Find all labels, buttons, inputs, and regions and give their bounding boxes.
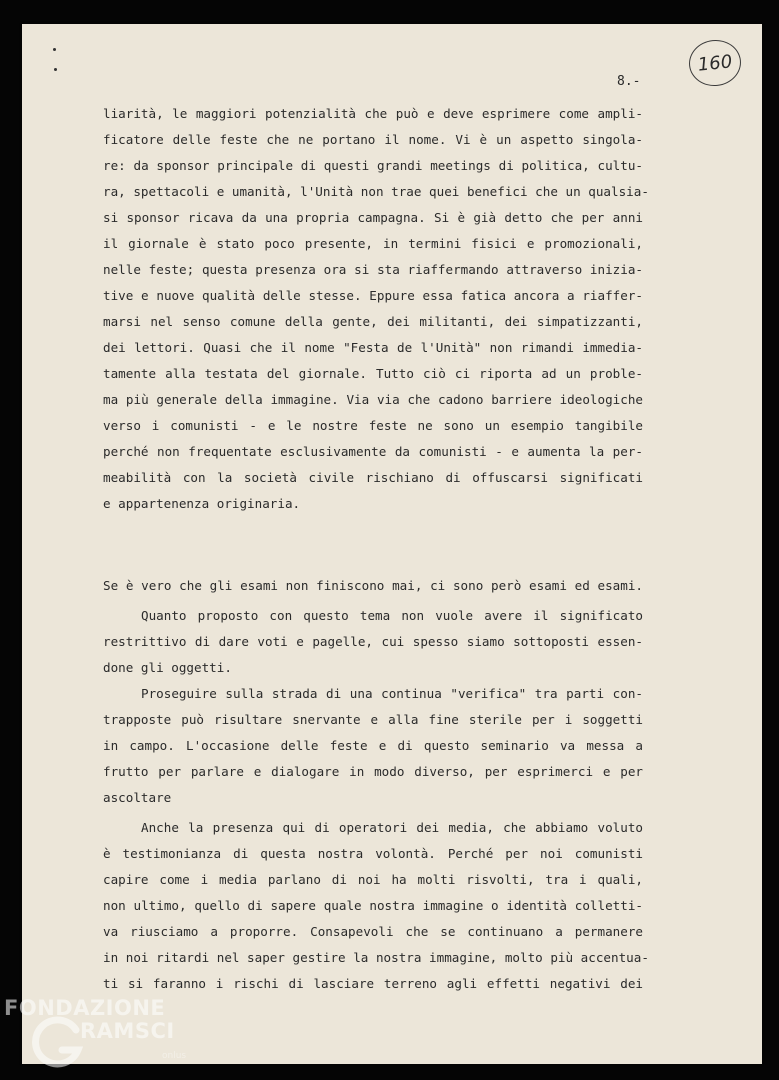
text-line: Proseguire sulla strada di una continua "verifica" tra parti con-	[141, 686, 643, 701]
text-line: e appartenenza originaria.	[103, 496, 301, 511]
text-line: capire come i media parlano di noi ha molti risvolti, tra i quali,	[103, 872, 643, 887]
text-line: restrittivo di dare voti e pagelle, cui spesso siamo sottoposti essen-	[103, 634, 643, 649]
paragraph-3	[103, 603, 643, 681]
text-line: ascoltare	[103, 790, 172, 805]
text-line: tamente alla testata del giornale. Tutto ciò ci riporta ad un proble-	[103, 366, 643, 381]
text-line: Quanto proposto con questo tema non vuole avere il significato	[141, 608, 643, 623]
text-line: il giornale è stato poco presente, in termini fisici e promozionali,	[103, 236, 643, 251]
text-line: va riusciamo a proporre. Consapevoli che se continuano a permanere	[103, 924, 643, 939]
watermark-suffix: onlus	[162, 1051, 187, 1061]
text-line: done gli oggetti.	[103, 660, 232, 675]
paper-speck	[53, 48, 56, 51]
text-line: ra, spettacoli e umanità, l'Unità non trae quei benefici che un qualsia-	[103, 184, 649, 199]
text-line: ficatore delle feste che ne portano il nome. Vi è un aspetto singola-	[103, 132, 643, 147]
paragraph-5	[103, 815, 649, 997]
paragraph-4	[103, 681, 643, 811]
text-line: marsi nel senso comune della gente, dei militanti, dei simpatizzanti,	[103, 314, 643, 329]
text-line: frutto per parlare e dialogare in modo diverso, per esprimerci e per	[103, 764, 643, 779]
text-line: in noi ritardi nel saper gestire la nostra immagine, molto più accentua-	[103, 950, 649, 965]
text-line: liarità, le maggiori potenzialità che può e deve esprimere come ampli-	[103, 106, 643, 121]
archive-number: 160	[696, 50, 734, 76]
text-line: verso i comunisti - e le nostre feste ne sono un esempio tangibile	[103, 418, 643, 433]
text-line: ti si faranno i rischi di lasciare terreno agli effetti negativi dei	[103, 976, 643, 991]
fondazione-gramsci-watermark	[4, 992, 204, 1072]
page-number: 8.-	[617, 74, 641, 89]
watermark-line-2: RAMSCI	[80, 1019, 175, 1043]
text-line: tive e nuove qualità delle stesse. Eppure essa fatica ancora a riaffer-	[103, 288, 643, 303]
text-line: ma più generale della immagine. Via via che cadono barriere ideologiche	[103, 392, 643, 407]
paragraph-1	[103, 101, 649, 517]
text-line: si sponsor ricava da una propria campagna. Si è già detto che per anni	[103, 210, 643, 225]
text-line: in campo. L'occasione delle feste e di questo seminario va messa a	[103, 738, 643, 753]
text-line: re: da sponsor principale di questi grandi meetings di politica, cultu-	[103, 158, 643, 173]
text-line: nelle feste; questa presenza ora si sta riaffermando attraverso inizia-	[103, 262, 643, 277]
text-line: trapposte può risultare snervante e alla fine sterile per i soggetti	[103, 712, 643, 727]
text-line: Anche la presenza qui di operatori dei media, che abbiamo voluto	[141, 820, 643, 835]
text-line: Se è vero che gli esami non finiscono mai, ci sono però esami ed esami.	[103, 578, 643, 593]
text-line: dei lettori. Quasi che il nome "Festa de l'Unità" non rimandi immedia-	[103, 340, 643, 355]
text-line: è testimonianza di questa nostra volontà. Perché per noi comunisti	[103, 846, 643, 861]
paper-speck	[54, 68, 57, 71]
watermark-g-logo-icon	[32, 1016, 86, 1070]
paragraph-2	[103, 573, 643, 599]
text-line: meabilità con la società civile rischiano di offuscarsi significati	[103, 470, 643, 485]
text-line: non ultimo, quello di sapere quale nostra immagine o identità colletti-	[103, 898, 643, 913]
text-line: perché non frequentate esclusivamente da comunisti - e aumenta la per-	[103, 444, 643, 459]
watermark-line-1: FONDAZIONE	[4, 996, 166, 1020]
